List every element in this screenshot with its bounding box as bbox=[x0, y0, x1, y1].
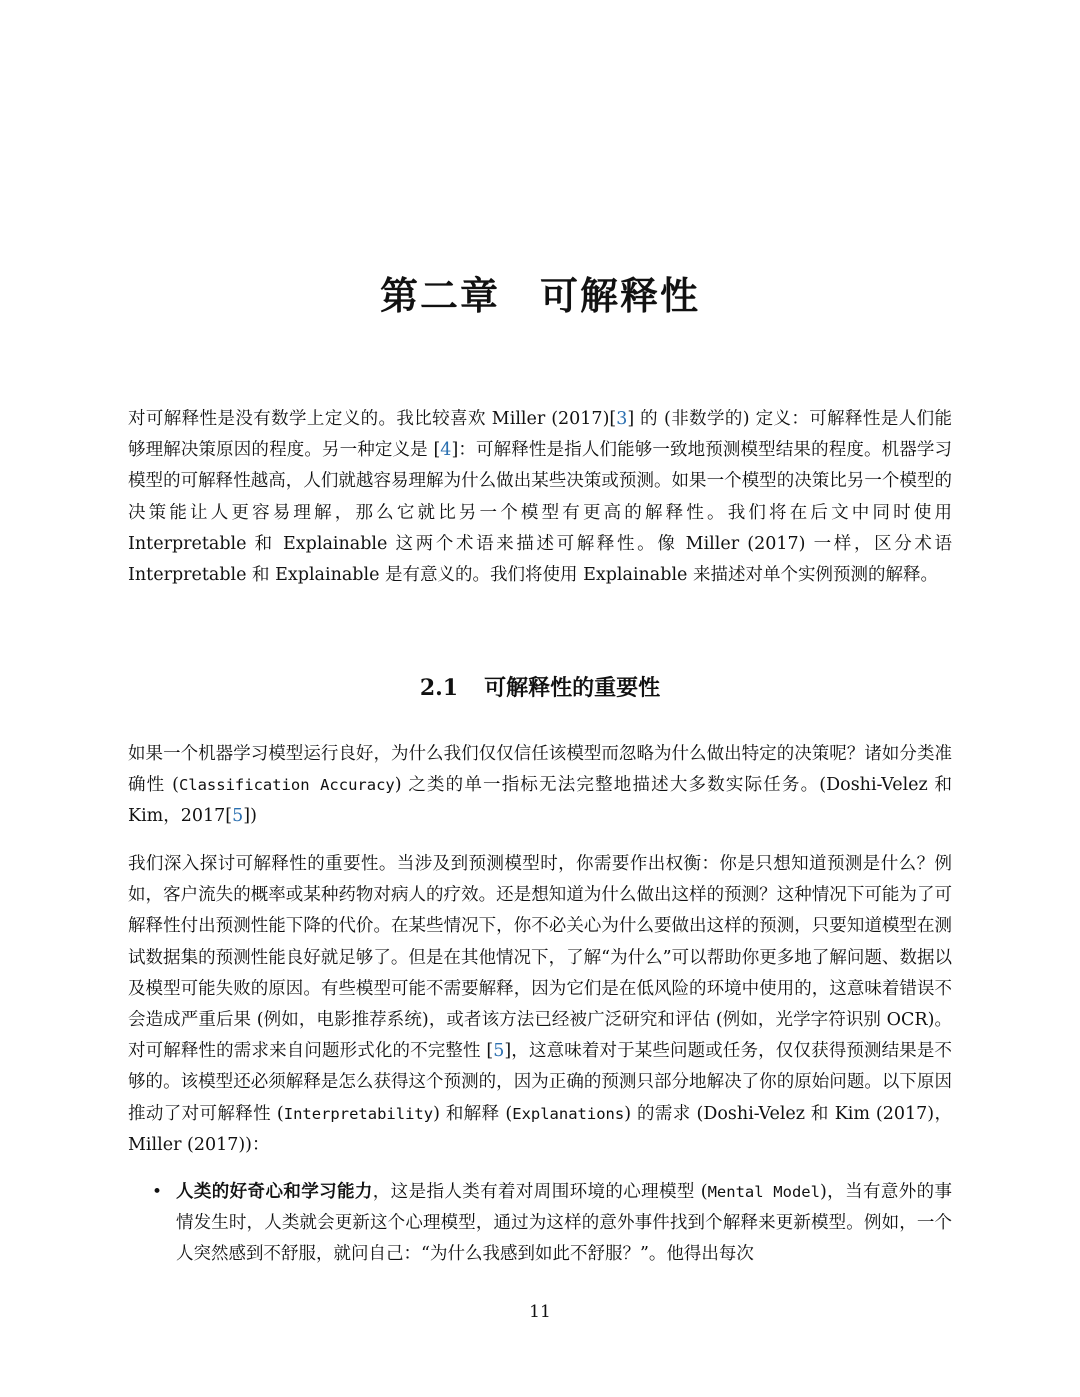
term-classification-accuracy: Classification Accuracy bbox=[178, 776, 395, 795]
section-heading bbox=[0, 668, 1080, 709]
bullet-heading: 人类的好奇心和学习能力 bbox=[176, 1182, 373, 1202]
section-title-text: 可解释性的重要性 bbox=[484, 676, 661, 701]
intro-text-3: ]：可解释性是指人们能够一致地预测模型结果的程度。机器学习模型的可解释性越高，人们就越容易理解为什么做出某些决策或预测。如果一个模型的决策比另一个模型的决策能让人更容易理解，那么它就比另一个模型有更高的解释性。我们将在后文中同时使用 Interpretable 和 Explainable 这两个术语来描述可解释性。像 Miller (2017) 一样，区分术语 Interpretable 和 Explainable 是有意义的。我们将使用 Explainable 来描述对单个实例预测的解释。 bbox=[128, 440, 953, 586]
term-explanations: Explanations bbox=[512, 1104, 625, 1123]
bullet-text-1: ，这是指人类有着对周围环境的心理模型 ( bbox=[372, 1182, 708, 1202]
para1-text-1: 如果一个机器学习模型运行良好，为什么我们仅仅信任该模型而忽略为什么做出特定的决策呢？诸如分类准确性 ( bbox=[128, 744, 952, 796]
para2-text-3: ) 和解释 ( bbox=[433, 1103, 513, 1124]
chapter-title bbox=[0, 266, 1080, 326]
term-mental-model: Mental Model bbox=[707, 1183, 820, 1201]
chapter-label: 第二章 bbox=[379, 274, 500, 318]
intro-paragraph bbox=[128, 404, 952, 591]
paragraph-trust bbox=[128, 739, 952, 833]
citation-link-3[interactable]: 3 bbox=[616, 409, 628, 429]
intro-text-1: 对可解释性是没有数学上定义的。我比较喜欢 Miller (2017)[ bbox=[128, 409, 617, 429]
para2-text-4: ) 的需求 (Doshi-Velez 和 Kim (2017)，Miller (2017))： bbox=[128, 1103, 953, 1155]
citation-link-4[interactable]: 4 bbox=[440, 440, 452, 461]
citation-link-5b[interactable]: 5 bbox=[493, 1041, 505, 1062]
paragraph-importance bbox=[128, 849, 952, 1161]
citation-link-5[interactable]: 5 bbox=[232, 806, 244, 827]
para2-text-1: 我们深入探讨可解释性的重要性。当涉及到预测模型时，你需要作出权衡：你是只想知道预测是什么？例如，客户流失的概率或某种药物对病人的疗效。还是想知道为什么做出这样的预测？这种情况下可能为了可解释性付出预测性能下降的代价。在某些情况下，你不必关心为什么要做出这样的预测，只要知道模型在测试数据集的预测性能良好就足够了。但是在其他情况下，了解“为什么”可以帮助你更多地了解问题、数据以及模型可能失败的原因。有些模型可能不需要解释，因为它们是在低风险的环境中使用的，这意味着错误不会造成严重后果 (例如，电影推荐系统)，或者该方法已经被广泛研究和评估 (例如，光学字符识别 OCR)。对可解释性的需求来自问题形式化的不完整性 [ bbox=[128, 854, 952, 1062]
para1-text-2: ) 之类的单一指标无法完整地描述大多数实际任务。(Doshi-Velez 和 Kim，2017[ bbox=[128, 775, 952, 827]
chapter-name: 可解释性 bbox=[540, 274, 701, 318]
list-item bbox=[150, 1177, 952, 1271]
reasons-list bbox=[150, 1177, 952, 1271]
term-interpretability: Interpretability bbox=[283, 1104, 434, 1123]
para1-text-3: ]) bbox=[243, 806, 257, 827]
para2-text-2: ]，这意味着对于某些问题或任务，仅仅获得预测结果是不够的。该模型还必须解释是怎么获得这个预测的，因为正确的预测只部分地解决了你的原始问题。以下原因推动了对可解释性 ( bbox=[128, 1041, 953, 1124]
intro-text-2: ] 的 (非数学的) 定义：可解释性是人们能够理解决策原因的程度。另一种定义是 [ bbox=[128, 409, 952, 461]
bullet-text-2: )，当有意外的事情发生时，人类就会更新这个心理模型，通过为这样的意外事件找到个解释来更新模型。例如，一个人突然感到不舒服，就问自己：“为什么我感到如此不舒服？”。他得出每次 bbox=[176, 1182, 953, 1265]
page-number: 11 bbox=[529, 1302, 551, 1322]
bullet-marker: • bbox=[152, 1182, 163, 1202]
section-number: 2.1 bbox=[419, 675, 459, 701]
